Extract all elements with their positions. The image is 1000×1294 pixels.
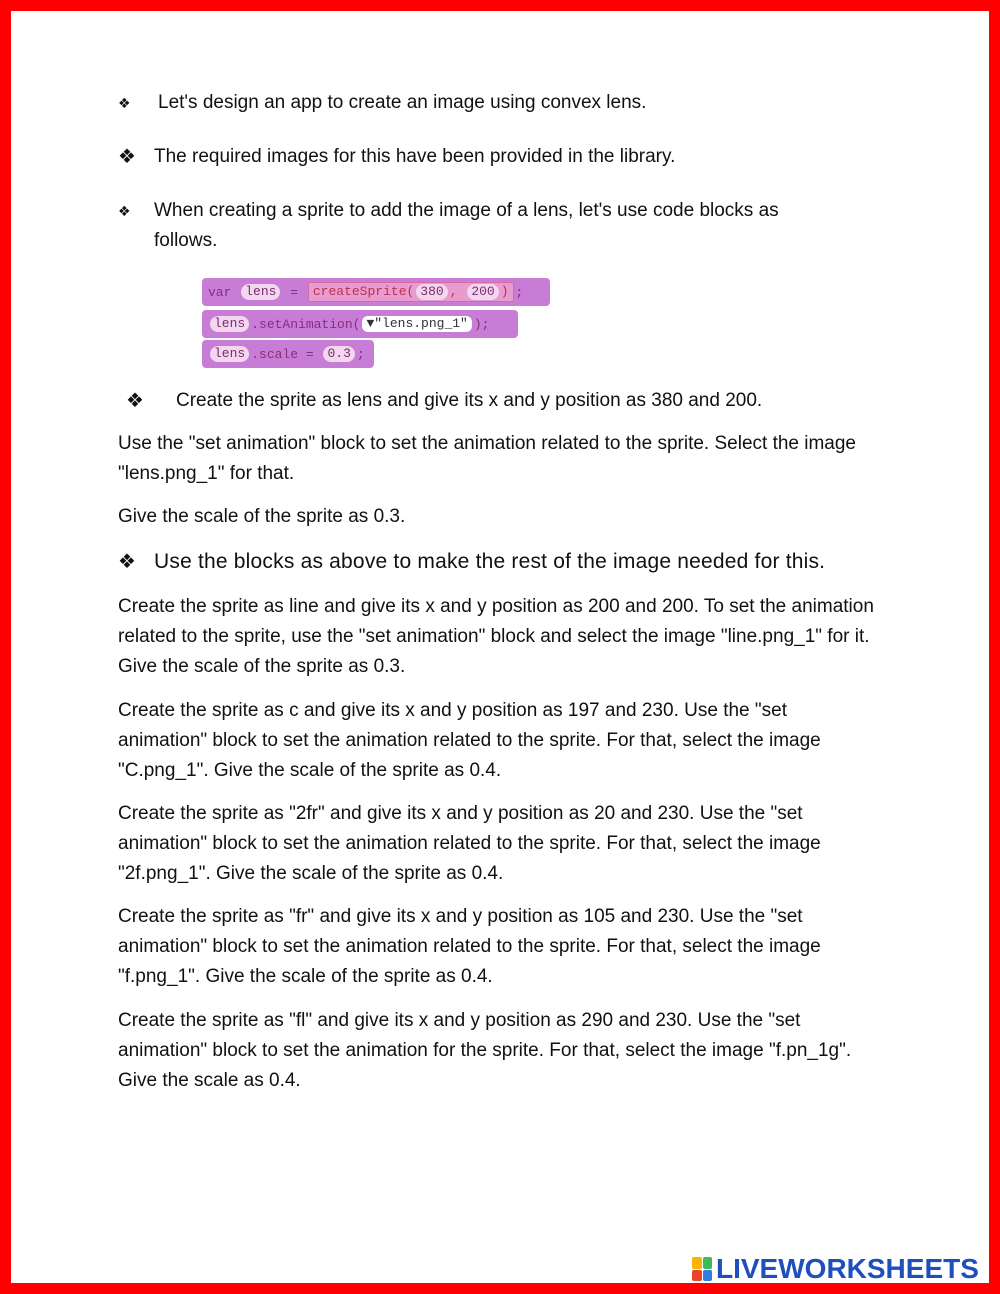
paragraph-sprite-fl: Create the sprite as "fl" and give its x and y position as 290 and 230. Use the "set animation" block to set the animation for the sprite. For that, select the image "f.pn_1g". Give the scale as 0.4. xyxy=(118,1010,852,1091)
code-line-create-sprite xyxy=(202,278,550,306)
code-keyword: var xyxy=(208,284,232,300)
code-operator: = xyxy=(305,346,314,362)
code-object: lens xyxy=(210,316,249,332)
bullet-item xyxy=(126,386,762,416)
bullet-item xyxy=(118,196,779,226)
bullet-item xyxy=(118,88,646,118)
bullet-text: follows. xyxy=(154,230,218,251)
bullet-text: Use the blocks as above to make the rest of the image needed for this. xyxy=(154,550,826,573)
code-variable: lens xyxy=(241,284,280,300)
bullet-item xyxy=(118,547,825,577)
bullet-text: The required images for this have been provided in the library. xyxy=(154,146,676,167)
logo-icon xyxy=(692,1257,712,1281)
paragraph-sprite-2fr: Create the sprite as "2fr" and give its x and y position as 20 and 230. Use the "set animation" block to set the animation related to the sprite. For that, select the image "2f.png_1". Give the scale of the sprite as 0.4. xyxy=(118,803,821,884)
paragraph-sprite-c: Create the sprite as c and give its x and y position as 197 and 230. Use the "set animation" block to set the animation related to the sprite. For that, select the image "C.png_1". Give the scale of the sprite as 0.4. xyxy=(118,700,821,781)
code-end: ); xyxy=(473,316,490,332)
paragraph-scale: Give the scale of the sprite as 0.3. xyxy=(118,506,406,527)
bullet-continuation xyxy=(154,226,217,256)
paragraph-set-animation: Use the "set animation" block to set the animation related to the sprite. Select the image "lens.png_1" for that. xyxy=(118,433,857,484)
diamond-bullet-icon: ❖ xyxy=(118,146,136,168)
code-line-set-animation xyxy=(202,310,518,338)
diamond-bullet-icon: ❖ xyxy=(118,203,131,219)
paragraph-sprite-line: Create the sprite as line and give its x and y position as 200 and 200. To set the animation related to the sprite, use the "set animation" block and select the image "line.png_1" for it. Give the scale of the sprite as 0.3. xyxy=(118,596,874,677)
liveworksheets-logo xyxy=(692,1254,979,1284)
paragraph-sprite-fr: Create the sprite as "fr" and give its x and y position as 105 and 230. Use the "set animation" block to set the animation related to the sprite. For that, select the image "f.png_1". Give the scale of the sprite as 0.4. xyxy=(118,906,821,987)
code-method: .setAnimation( xyxy=(251,316,361,332)
code-blocks-image xyxy=(200,274,552,370)
bullet-text: Let's design an app to create an image using convex lens. xyxy=(158,92,647,113)
code-value: 0.3 xyxy=(323,346,354,362)
bullet-item xyxy=(118,142,675,172)
code-property: .scale xyxy=(251,346,299,362)
diamond-bullet-icon: ❖ xyxy=(118,95,131,111)
diamond-bullet-icon: ❖ xyxy=(118,551,137,573)
code-line-scale xyxy=(202,340,374,368)
bullet-text: When creating a sprite to add the image of a lens, let's use code blocks as xyxy=(154,200,779,221)
code-function: createSprite( 380 , 200 ) xyxy=(308,282,514,302)
logo-text: LIVEWORKSHEETS xyxy=(716,1253,979,1284)
bullet-text: Create the sprite as lens and give its x and y position as 380 and 200. xyxy=(176,390,763,411)
code-object: lens xyxy=(210,346,249,362)
code-end: ; xyxy=(356,346,365,362)
diamond-bullet-icon: ❖ xyxy=(126,390,144,412)
code-argument: ▼"lens.png_1" xyxy=(362,316,471,332)
code-operator: = xyxy=(290,284,299,300)
code-end: ; xyxy=(515,284,524,300)
